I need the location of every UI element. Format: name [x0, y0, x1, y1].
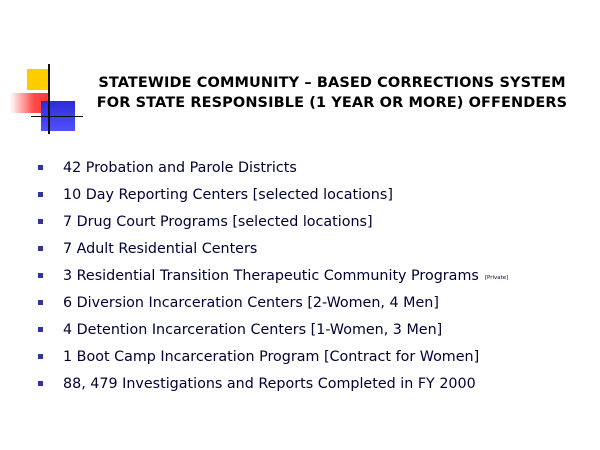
list-item-text: 7 Adult Residential Centers	[63, 241, 258, 257]
bullet-icon	[38, 300, 43, 305]
list-item-text: 4 Detention Incarceration Centers [1-Women, 3 Men]	[63, 322, 443, 338]
bullet-icon	[38, 219, 43, 224]
bullet-icon	[38, 246, 43, 251]
bullet-icon	[38, 165, 43, 170]
bullet-icon	[38, 192, 43, 197]
bullet-icon	[38, 273, 43, 278]
title-line-2: FOR STATE RESPONSIBLE (1 YEAR OR MORE) OFFENDERS	[96, 95, 568, 111]
list-item-text: 6 Diversion Incarceration Centers [2-Women, 4 Men]	[63, 295, 439, 311]
list-item-text: 10 Day Reporting Centers [selected locations]	[63, 187, 393, 203]
list-item-text: 7 Drug Court Programs [selected locations]	[63, 214, 373, 230]
bullet-icon	[38, 381, 43, 386]
list-item-main: 3 Residential Transition Therapeutic Community Programs	[63, 268, 479, 284]
list-item-text	[63, 267, 508, 287]
list-item-text: 42 Probation and Parole Districts	[63, 160, 297, 176]
list-item-text: 88, 479 Investigations and Reports Completed in FY 2000	[63, 376, 476, 392]
bullet-icon	[38, 327, 43, 332]
list-item-text: 1 Boot Camp Incarceration Program [Contract for Women]	[63, 349, 480, 365]
private-note: [Private]	[484, 275, 509, 281]
bullet-icon	[38, 354, 43, 359]
title-line-1: STATEWIDE COMMUNITY – BASED CORRECTIONS SYSTEM	[98, 75, 566, 91]
